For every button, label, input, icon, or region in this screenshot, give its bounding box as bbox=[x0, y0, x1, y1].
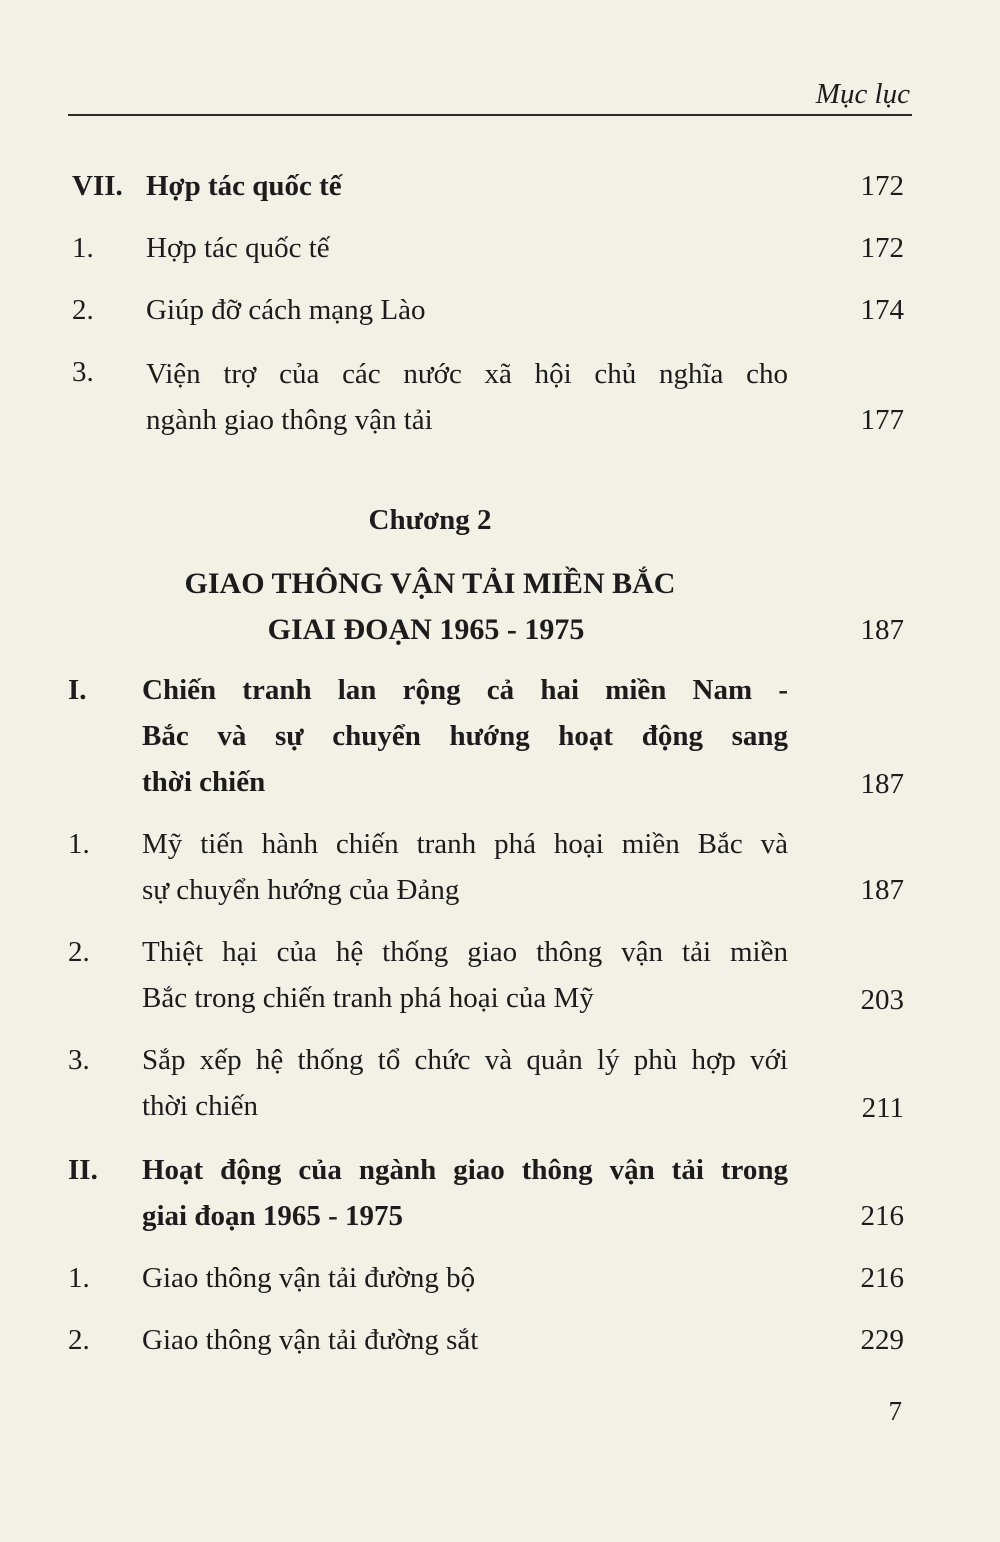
entry-title-line: ngành giao thông vận tải bbox=[146, 404, 433, 436]
chapter-page: 187 bbox=[860, 614, 904, 646]
entry-number: 2. bbox=[68, 936, 90, 968]
entry-title-line: Sắp xếp hệ thống tổ chức và quản lý phù hợp với bbox=[142, 1044, 788, 1076]
entry-number: II. bbox=[68, 1154, 98, 1186]
entry-title-line: Hoạt động của ngành giao thông vận tải trong bbox=[142, 1154, 788, 1186]
entry-number: 1. bbox=[68, 1262, 90, 1294]
entry-title-line: giai đoạn 1965 - 1975 bbox=[142, 1200, 404, 1232]
entry-title-line: Bắc trong chiến tranh phá hoại của Mỹ bbox=[142, 982, 594, 1014]
entry-title-line: thời chiến bbox=[142, 1090, 258, 1122]
entry-page: 216 bbox=[860, 1262, 904, 1294]
entry-title: Giao thông vận tải đường sắt bbox=[142, 1324, 479, 1356]
entry-page: 187 bbox=[860, 768, 904, 800]
entry-title: Hợp tác quốc tế bbox=[146, 232, 330, 264]
entry-title: Giúp đỡ cách mạng Lào bbox=[146, 294, 426, 326]
entry-number: VII. bbox=[72, 170, 123, 202]
chapter-title-line: GIAI ĐOẠN 1965 - 1975 bbox=[267, 613, 585, 646]
entry-page: 216 bbox=[860, 1200, 904, 1232]
entry-page: 203 bbox=[860, 984, 904, 1016]
entry-page: 174 bbox=[860, 294, 904, 326]
entry-page: 211 bbox=[861, 1092, 904, 1124]
entry-page: 172 bbox=[860, 232, 904, 264]
entry-title-line: Viện trợ của các nước xã hội chủ nghĩa cho bbox=[146, 358, 788, 390]
chapter-label: Chương 2 bbox=[368, 504, 492, 536]
entry-page: 187 bbox=[860, 874, 904, 906]
entry-title-line: Thiệt hại của hệ thống giao thông vận tải miền bbox=[142, 936, 788, 968]
entry-number: 3. bbox=[72, 356, 94, 388]
entry-title: Hợp tác quốc tế bbox=[146, 170, 342, 202]
footer-page-number: 7 bbox=[888, 1396, 902, 1426]
entry-title: Giao thông vận tải đường bộ bbox=[142, 1262, 476, 1294]
entry-title-line: sự chuyển hướng của Đảng bbox=[142, 874, 460, 906]
entry-page: 172 bbox=[860, 170, 904, 202]
entry-title-line: Bắc và sự chuyển hướng hoạt động sang bbox=[142, 720, 788, 752]
entry-title-line: thời chiến bbox=[142, 766, 266, 798]
entry-title-line: Chiến tranh lan rộng cả hai miền Nam - bbox=[142, 674, 788, 706]
chapter-title-line: GIAO THÔNG VẬN TẢI MIỀN BẮC bbox=[184, 567, 676, 600]
entry-number: 2. bbox=[72, 294, 94, 326]
entry-number: 1. bbox=[68, 828, 90, 860]
entry-title-line: Mỹ tiến hành chiến tranh phá hoại miền Bắc và bbox=[142, 828, 788, 860]
entry-number: I. bbox=[68, 674, 87, 706]
entry-number: 3. bbox=[68, 1044, 90, 1076]
entry-number: 2. bbox=[68, 1324, 90, 1356]
entry-page: 229 bbox=[860, 1324, 904, 1356]
entry-number: 1. bbox=[72, 232, 94, 264]
entry-page: 177 bbox=[860, 404, 904, 436]
header-title: Mục lục bbox=[815, 78, 910, 110]
running-header bbox=[68, 78, 912, 116]
